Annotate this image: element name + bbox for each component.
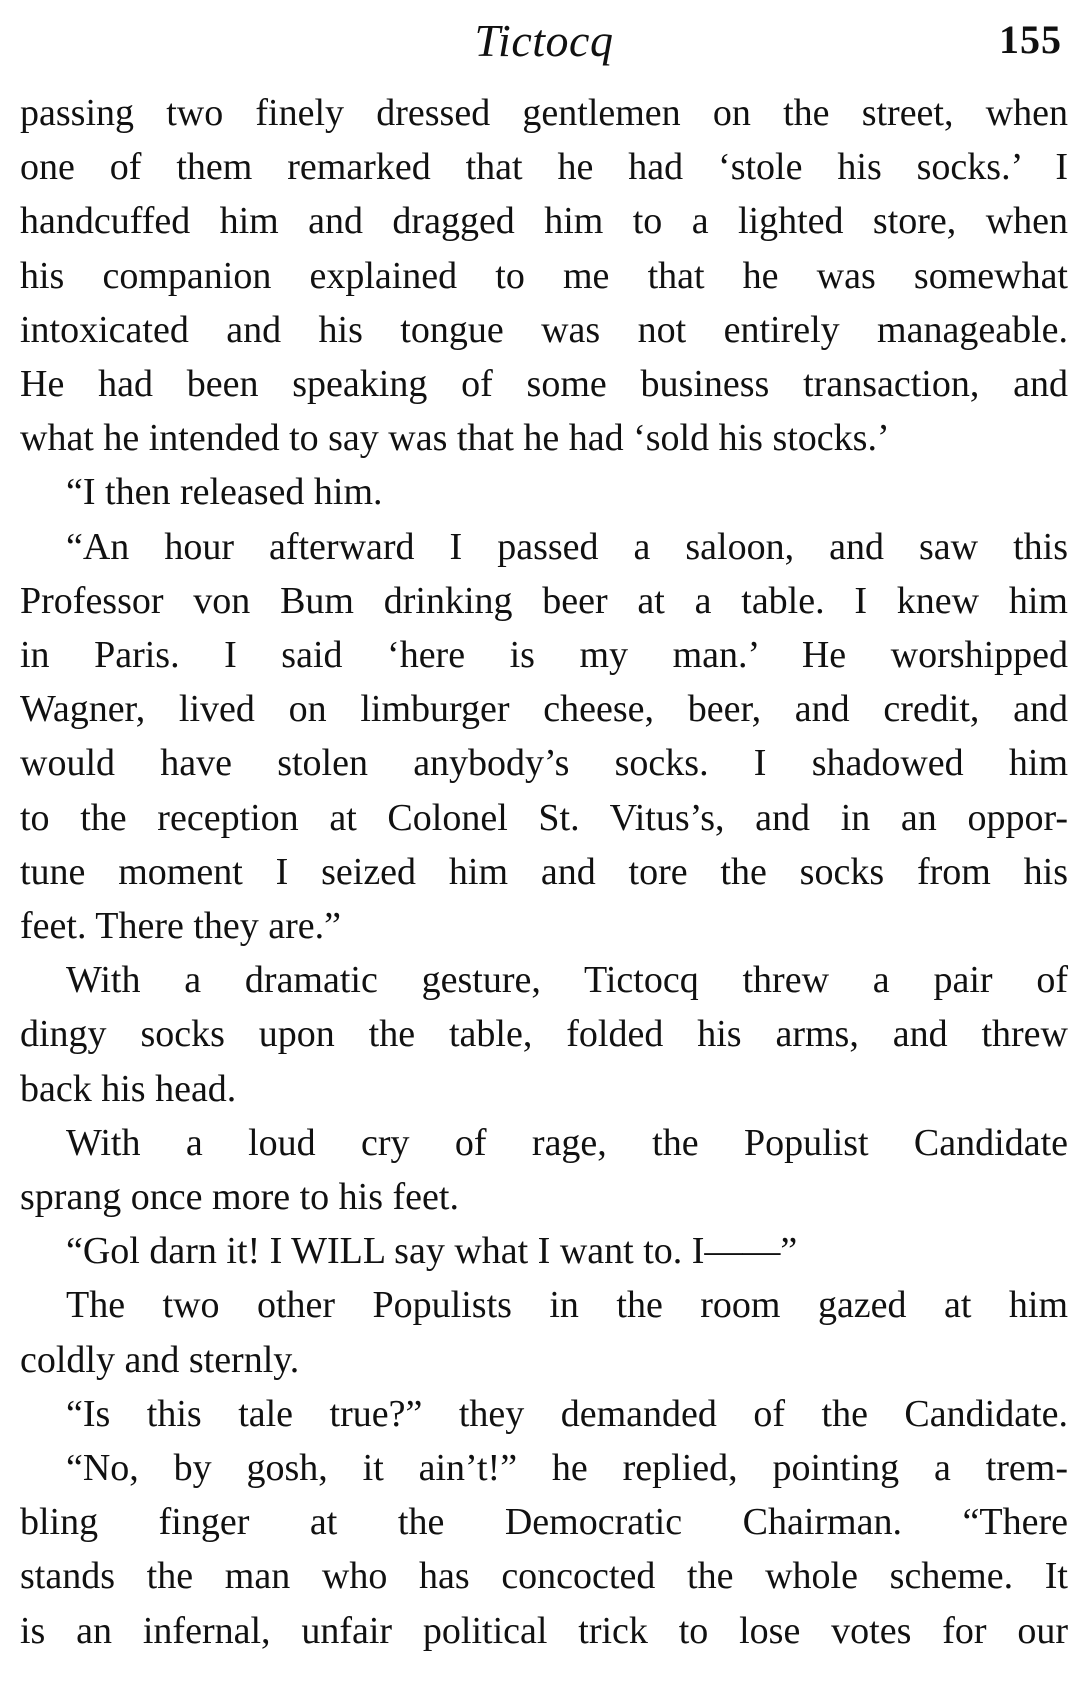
text-line: “Gol darn it! I WILL say what I want to. I——”: [66, 1230, 798, 1273]
text-line: intoxicated and his tongue was not entirely manageable.: [20, 308, 1068, 351]
text-line: his companion explained to me that he was somewhat: [20, 254, 1068, 297]
running-title: Tictocq: [474, 15, 614, 66]
text-line: The two other Populists in the room gazed at him: [66, 1284, 1068, 1327]
text-line: He had been speaking of some business transaction, and: [20, 363, 1068, 406]
text-line: in Paris. I said ‘here is my man.’ He worshipped: [20, 634, 1068, 677]
text-line: “I then released him.: [66, 471, 383, 514]
text-line: feet. There they are.”: [20, 905, 342, 948]
text-line: “Is this tale true?” they demanded of the Candidate.: [66, 1392, 1068, 1435]
text-line: With a loud cry of rage, the Populist Candidate: [66, 1121, 1068, 1164]
body-text: [20, 86, 1068, 1658]
text-line: is an infernal, unfair political trick to lose votes for our: [20, 1609, 1068, 1652]
text-line: dingy socks upon the table, folded his arms, and threw: [20, 1013, 1068, 1056]
text-line: Professor von Bum drinking beer at a table. I knew him: [20, 579, 1068, 622]
text-line: back his head.: [20, 1067, 237, 1110]
text-line: sprang once more to his feet.: [20, 1176, 459, 1219]
text-line: Wagner, lived on limburger cheese, beer, and credit, and: [20, 688, 1068, 731]
text-line: With a dramatic gesture, Tictocq threw a pair of: [66, 959, 1068, 1002]
book-page: [20, 0, 1068, 1658]
text-line: to the reception at Colonel St. Vitus’s, and in an oppor-: [20, 796, 1068, 839]
text-line: coldly and sternly.: [20, 1338, 300, 1381]
text-line: what he intended to say was that he had ‘sold his stocks.’: [20, 417, 890, 460]
text-line: one of them remarked that he had ‘stole his socks.’ I: [20, 146, 1068, 189]
text-line: “An hour afterward I passed a saloon, and saw this: [66, 525, 1068, 568]
text-line: handcuffed him and dragged him to a lighted store, when: [20, 200, 1068, 243]
running-head: [20, 0, 1068, 86]
text-line: stands the man who has concocted the whole scheme. It: [20, 1555, 1068, 1598]
text-line: would have stolen anybody’s socks. I shadowed him: [20, 742, 1068, 785]
text-line: passing two finely dressed gentlemen on the street, when: [20, 92, 1068, 134]
page-number: 155: [999, 17, 1062, 62]
text-line: “No, by gosh, it ain’t!” he replied, pointing a trem-: [66, 1447, 1068, 1490]
text-line: bling finger at the Democratic Chairman. “There: [20, 1501, 1068, 1544]
text-line: tune moment I seized him and tore the socks from his: [20, 850, 1068, 893]
